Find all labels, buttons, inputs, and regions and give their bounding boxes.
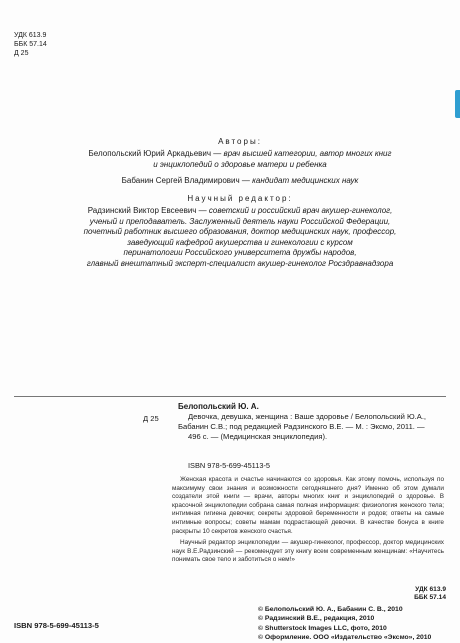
copyright-block <box>258 605 458 643</box>
editor-line-6: главный внештатный эксперт-специалист акушер-гинеколог Росздравнадзора <box>86 258 394 268</box>
editor-heading: Научный редактор: <box>187 194 293 203</box>
annotation-paragraph-2: Научный редактор энциклопедии — акушер-гинеколог, профессор, доктор медицинских наук В.Е.Радзинский — рекомендует эту книгу всем современным женщинам: «Научитесь понимать свое тело и заботиться о нем!» <box>172 539 444 564</box>
catalog-line-1: Девочка, девушка, женщина : Ваше здоровье / Белопольский Ю.А., <box>188 412 427 421</box>
authors-heading: Авторы: <box>218 137 262 146</box>
catalog-record <box>178 402 446 442</box>
editor-line-3: почетный работник высшего образования, доктор медицинских наук, профессор, <box>83 227 397 237</box>
udk-code: УДК 613.9 <box>14 32 47 39</box>
author1-block <box>40 149 440 170</box>
annotation <box>172 476 444 565</box>
copyright-line-3: © Shutterstock Images LLC, фото, 2010 <box>258 624 387 632</box>
author-mark: Д 25 <box>14 50 29 57</box>
top-classification-codes <box>14 31 47 58</box>
catalog-author: Белопольский Ю. А. <box>178 402 259 411</box>
copyright-line-1: © Белопольский Ю. А., Бабанин С. В., 2010 <box>258 606 403 613</box>
editor-block <box>40 206 440 270</box>
copyright-line-4: © Оформление. ООО «Издательство «Эксмо», 2010 <box>258 634 432 642</box>
annotation-paragraph-1: Женская красота и счастье начинаются со здоровья. Как этому помочь, используя по максимуму свои знания и возможности сегодняшнего дня? Именно об этом думали создатели этой книги — врачи, авторы многих книг и энциклопедий о здоровье. В красочной энциклопедии собрана самая полная информация: физиология женского тела; интимная гигиена девочки; секреты здоровой беременности и родов; ответы на самые интимные вопросы; советы мамам подрастающей девочки. В качестве бонуса в книге раскрыты 10 секретов женского счастья. <box>172 476 444 535</box>
author1-desc-line2: и энциклопедий о здоровье матери и ребенка <box>153 159 327 169</box>
catalog-index: Д 25 <box>143 414 159 423</box>
editor-desc-line1: советский и российский врач акушер-гинеколог, <box>208 206 393 215</box>
bbk-code: ББК 57.14 <box>14 41 47 48</box>
catalog-isbn: ISBN 978-5-699-45113-5 <box>188 461 271 470</box>
author2-name: Бабанин Сергей Владимирович — <box>121 176 253 185</box>
bbk-code-right: ББК 57.14 <box>414 594 446 601</box>
catalog-line-2: Бабанин С.В.; под редакцией Радзинского В.Е. — М. : Эксмо, 2011. — <box>178 422 425 431</box>
copyright-line-2: © Радзинский В.Е., редакция, 2010 <box>258 615 375 623</box>
isbn-bottom: ISBN 978-5-699-45113-5 <box>14 621 99 630</box>
author1-name: Белопольский Юрий Аркадьевич — <box>88 149 224 158</box>
catalog-line-3: 496 с. — (Медицинская энциклопедия). <box>188 432 328 441</box>
author2-desc: кандидат медицинских наук <box>252 176 359 185</box>
author1-desc-line1: врач высшей категории, автор многих книг <box>223 149 392 158</box>
editor-line-2: ученый и преподаватель. Заслуженный деятель науки Российской Федерации, <box>89 216 391 226</box>
editor-line-5: перинатологии Российского университета дружбы народов, <box>123 248 357 258</box>
right-classification-codes <box>408 586 446 602</box>
editor-name: Радзинский Виктор Евсеевич — <box>87 206 209 215</box>
divider <box>14 396 446 397</box>
author2-block <box>40 176 440 187</box>
editor-line-4: заведующий кафедрой акушерства и гинекологии с курсом <box>127 237 353 247</box>
udk-code-right: УДК 613.9 <box>415 586 446 593</box>
page-edge-tab <box>455 90 460 118</box>
